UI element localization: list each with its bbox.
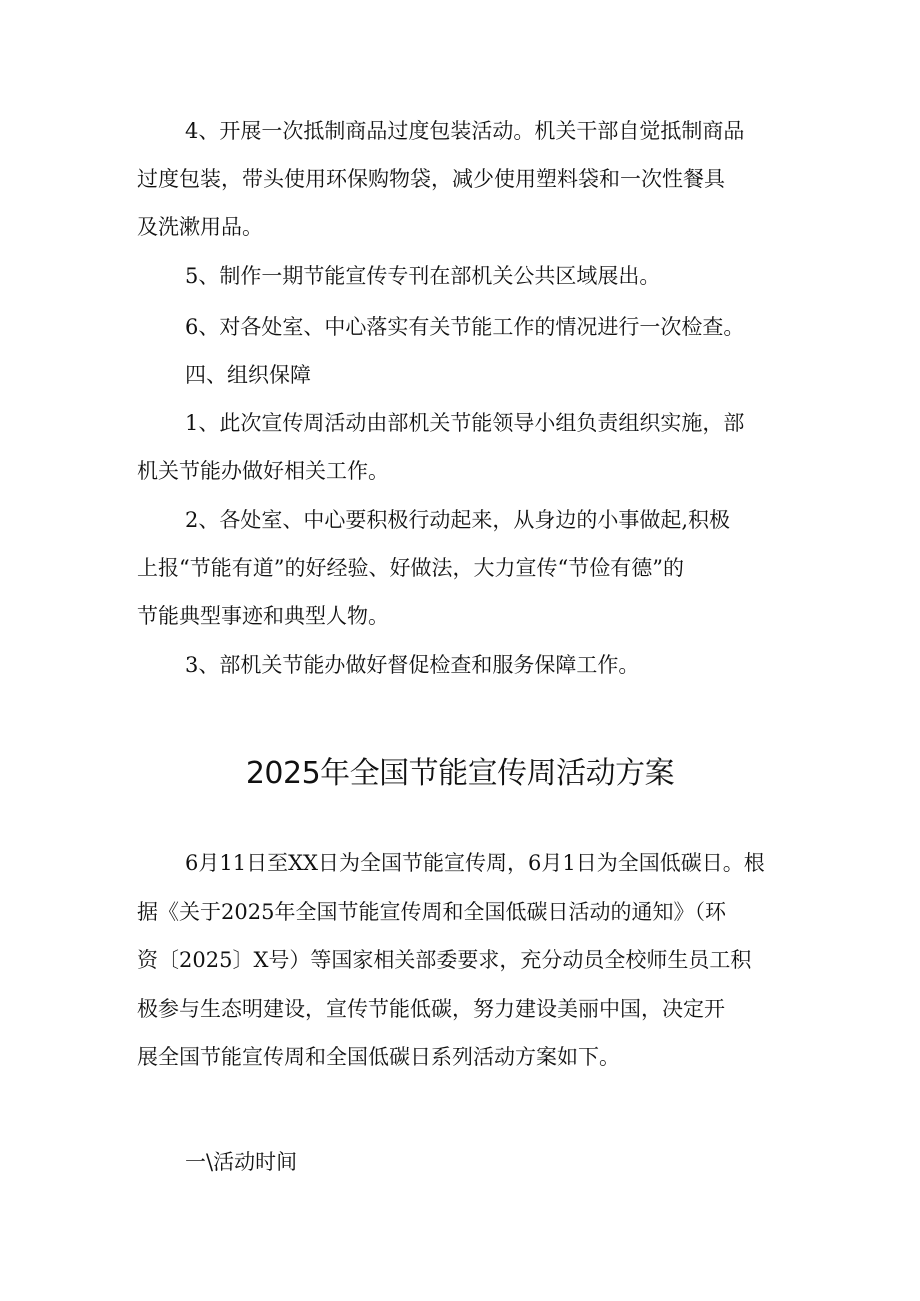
item-6: 6、对各处室、中心落实有关节能工作的情况进行一次检查。 xyxy=(185,315,745,339)
org-item-2-line-2: 上报“节能有道”的好经验、好做法，大力宣传“节俭有德”的 xyxy=(137,556,684,580)
item-4-line-3: 及洗漱用品。 xyxy=(137,215,263,239)
sub-heading-activity-time: 一\活动时间 xyxy=(185,1150,298,1174)
intro-line-3: 资〔2025〕X号）等国家相关部委要求，充分动员全校师生员工积 xyxy=(137,948,752,972)
org-item-2-line-3: 节能典型事迹和典型人物。 xyxy=(137,604,389,628)
org-item-2-line-1: 2、各处室、中心要积极行动起来，从身边的小事做起,积极 xyxy=(185,508,731,532)
intro-line-2: 据《关于2025年全国节能宣传周和全国低碳日活动的通知》（环 xyxy=(137,900,726,924)
item-4-line-2: 过度包装，带头使用环保购物袋，减少使用塑料袋和一次性餐具 xyxy=(137,167,725,191)
section-heading-organization: 四、组织保障 xyxy=(185,363,311,387)
intro-line-4: 极参与生态明建设，宣传节能低碳，努力建设美丽中国，决定开 xyxy=(137,997,725,1021)
intro-line-5: 展全国节能宣传周和全国低碳日系列活动方案如下。 xyxy=(137,1045,620,1069)
intro-line-1: 6月11日至XX日为全国节能宣传周，6月1日为全国低碳日。根 xyxy=(185,851,765,875)
org-item-3: 3、部机关节能办做好督促检查和服务保障工作。 xyxy=(185,653,640,677)
item-4-line-1: 4、开展一次抵制商品过度包装活动。机关干部自觉抵制商品 xyxy=(185,119,745,143)
item-5: 5、制作一期节能宣传专刊在部机关公共区域展出。 xyxy=(185,264,661,288)
document-title: 2025年全国节能宣传周活动方案 xyxy=(245,756,675,791)
org-item-1-line-1: 1、此次宣传周活动由部机关节能领导小组负责组织实施，部 xyxy=(185,411,745,435)
org-item-1-line-2: 机关节能办做好相关工作。 xyxy=(137,459,389,483)
